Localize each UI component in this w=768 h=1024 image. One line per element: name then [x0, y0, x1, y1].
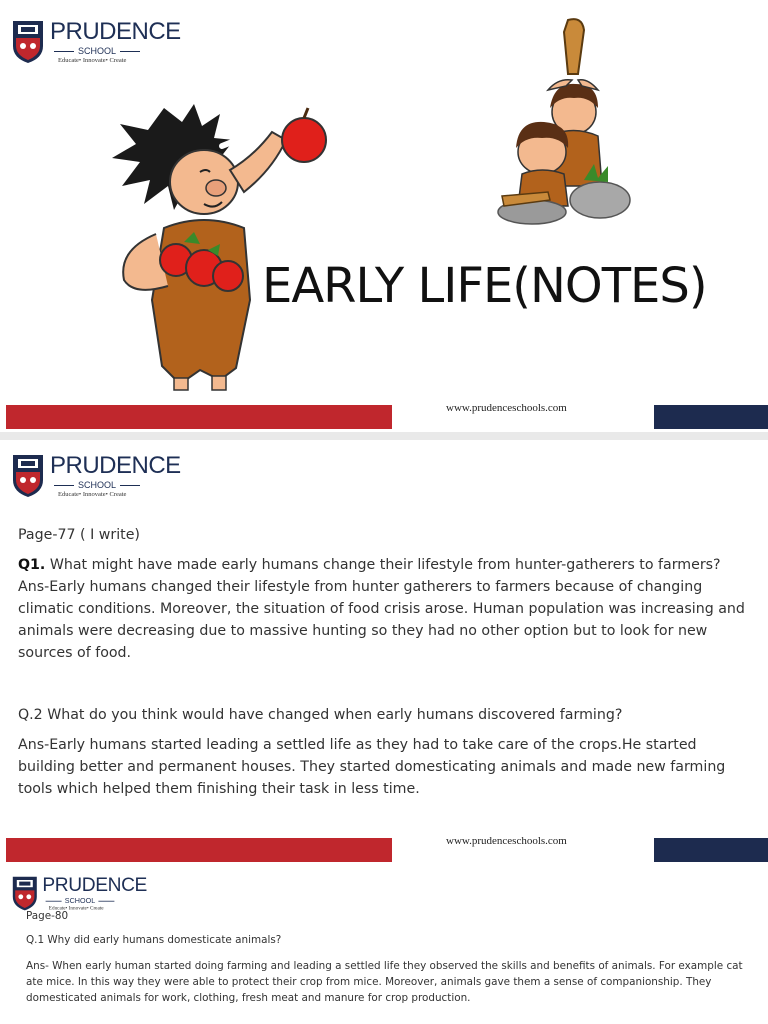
logo-tagline: Educate• Innovate• Create	[58, 491, 127, 498]
question-1-text: What might have made early humans change their lifestyle from hunter-gatherers to farmers?	[45, 557, 721, 573]
answer-2: Ans-Early humans started leading a settled life as they had to take care of the crops.He started building better and permanent houses. They started domesticating animals and made new farming tools which helped them finishing their task in less time.	[18, 737, 726, 797]
caveman-apples-illustration	[104, 100, 336, 392]
footer-url[interactable]: www.prudenceschools.com	[446, 835, 567, 847]
logo-name: PRUDENCE	[50, 18, 181, 45]
footer-url[interactable]: www.prudenceschools.com	[446, 402, 567, 414]
logo-school: SCHOOL	[78, 480, 117, 490]
school-logo	[12, 454, 181, 498]
footer-navy-bar	[654, 838, 768, 862]
shield-icon	[12, 876, 38, 911]
question-1-label: Q1.	[18, 557, 46, 573]
page-label: Page-77 ( I write)	[18, 527, 140, 543]
slide-separator	[0, 432, 768, 440]
notes-slide-page80	[0, 864, 768, 1024]
shield-icon	[12, 454, 44, 498]
cave-children-illustration	[488, 16, 638, 226]
question-1	[18, 554, 753, 576]
logo-name: PRUDENCE	[50, 452, 181, 479]
footer-navy-bar	[654, 405, 768, 429]
shield-icon	[12, 20, 44, 64]
logo-school: SCHOOL	[64, 896, 96, 905]
page-label: Page-80	[26, 910, 69, 922]
school-logo	[12, 20, 181, 64]
logo-name: PRUDENCE	[42, 874, 147, 896]
logo-tagline: Educate• Innovate• Create	[48, 905, 104, 912]
title-slide	[0, 0, 768, 432]
answer-1: Ans- When early human started doing farming and leading a settled life they observed the skills and benefits of animals. For example cat ate mice. In this way they were able to protect their crop from mice. Moreover, animals gave them a sense of companionship. They domesticated animals for work, clothing, fresh meat and manure for crop production.	[26, 960, 743, 1004]
logo-tagline: Educate• Innovate• Create	[58, 57, 127, 64]
question-2: Q.2 What do you think would have changed when early humans discovered farming?	[18, 707, 623, 723]
slide-title: EARLY LIFE(NOTES)	[262, 258, 707, 314]
question-1: Q.1 Why did early humans domesticate animals?	[26, 934, 282, 946]
answer-1: Ans-Early humans changed their lifestyle from hunter gatherers to farmers because of changing climatic conditions. Moreover, the situation of food crisis arose. Human population was increasing and animals were decreasing due to massive hunting so they had no other option but to look for new sources of food.	[18, 579, 745, 661]
school-logo	[12, 876, 147, 911]
notes-slide-page77	[0, 440, 768, 864]
footer-red-bar	[6, 838, 392, 862]
footer-red-bar	[6, 405, 392, 429]
logo-school: SCHOOL	[78, 46, 117, 56]
